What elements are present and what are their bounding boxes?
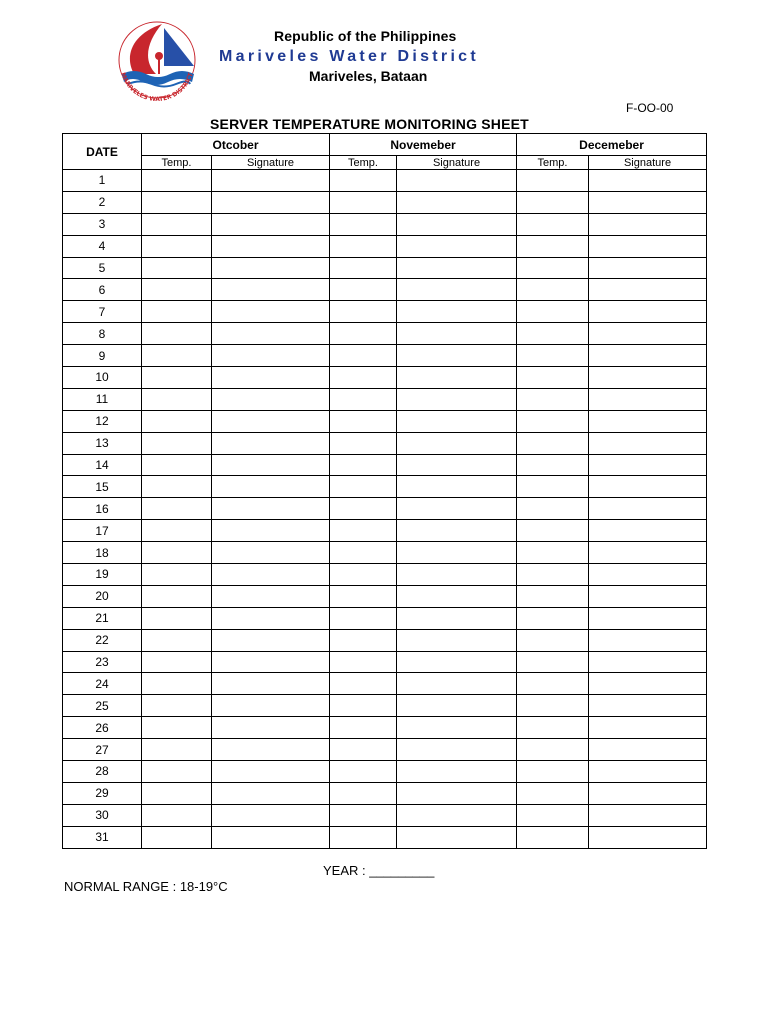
- temp-cell-november[interactable]: [330, 410, 397, 432]
- signature-cell-december[interactable]: [589, 520, 707, 542]
- table-row: [63, 388, 707, 410]
- temp-cell-october[interactable]: [142, 739, 212, 761]
- day-number: 25: [63, 695, 142, 717]
- temp-cell-november[interactable]: [330, 607, 397, 629]
- temp-cell-october[interactable]: [142, 257, 212, 279]
- temp-cell-november[interactable]: [330, 301, 397, 323]
- signature-cell-december[interactable]: [589, 279, 707, 301]
- signature-cell-november[interactable]: [397, 170, 517, 192]
- signature-cell-october[interactable]: [212, 432, 330, 454]
- signature-cell-october[interactable]: [212, 585, 330, 607]
- form-code: F-OO-00: [626, 101, 674, 115]
- table-row: [63, 782, 707, 804]
- temp-cell-october[interactable]: [142, 607, 212, 629]
- signature-cell-november[interactable]: [397, 761, 517, 783]
- temp-cell-november[interactable]: [330, 717, 397, 739]
- signature-cell-december[interactable]: [589, 476, 707, 498]
- signature-cell-november[interactable]: [397, 695, 517, 717]
- temp-cell-november[interactable]: [330, 191, 397, 213]
- signature-cell-november[interactable]: [397, 804, 517, 826]
- signature-cell-october[interactable]: [212, 607, 330, 629]
- day-number: 11: [63, 388, 142, 410]
- table-row: [63, 629, 707, 651]
- temp-cell-december[interactable]: [517, 367, 589, 389]
- signature-cell-december[interactable]: [589, 782, 707, 804]
- temp-cell-october[interactable]: [142, 585, 212, 607]
- signature-cell-november[interactable]: [397, 454, 517, 476]
- signature-cell-november[interactable]: [397, 432, 517, 454]
- day-number: 9: [63, 345, 142, 367]
- table-row: [63, 454, 707, 476]
- temp-cell-november[interactable]: [330, 804, 397, 826]
- temp-cell-november[interactable]: [330, 498, 397, 520]
- temp-cell-october[interactable]: [142, 345, 212, 367]
- temp-cell-december[interactable]: [517, 739, 589, 761]
- signature-cell-october[interactable]: [212, 323, 330, 345]
- table-row: [63, 826, 707, 848]
- day-number: 27: [63, 739, 142, 761]
- temp-cell-october[interactable]: [142, 520, 212, 542]
- table-row: [63, 585, 707, 607]
- signature-cell-november[interactable]: [397, 323, 517, 345]
- signature-cell-october[interactable]: [212, 170, 330, 192]
- signature-cell-october[interactable]: [212, 235, 330, 257]
- signature-cell-october[interactable]: [212, 191, 330, 213]
- table-row: [63, 213, 707, 235]
- day-number: 7: [63, 301, 142, 323]
- table-row: [63, 564, 707, 586]
- table-row: [63, 410, 707, 432]
- table-row: [63, 323, 707, 345]
- signature-cell-november[interactable]: [397, 476, 517, 498]
- day-number: 26: [63, 717, 142, 739]
- month-header-december: Decemeber: [517, 134, 707, 156]
- day-number: 30: [63, 804, 142, 826]
- signature-cell-november[interactable]: [397, 782, 517, 804]
- signature-cell-october[interactable]: [212, 279, 330, 301]
- signature-cell-october[interactable]: [212, 564, 330, 586]
- temp-cell-november[interactable]: [330, 213, 397, 235]
- signature-cell-november[interactable]: [397, 717, 517, 739]
- temp-cell-december[interactable]: [517, 191, 589, 213]
- signature-cell-december[interactable]: [589, 367, 707, 389]
- signature-cell-december[interactable]: [589, 542, 707, 564]
- signature-cell-december[interactable]: [589, 629, 707, 651]
- temp-cell-november[interactable]: [330, 279, 397, 301]
- temp-cell-october[interactable]: [142, 498, 212, 520]
- temp-cell-november[interactable]: [330, 673, 397, 695]
- signature-cell-november[interactable]: [397, 191, 517, 213]
- table-row: [63, 695, 707, 717]
- day-number: 14: [63, 454, 142, 476]
- organization-location: Mariveles, Bataan: [309, 68, 428, 84]
- temp-cell-october[interactable]: [142, 454, 212, 476]
- day-number: 17: [63, 520, 142, 542]
- day-number: 5: [63, 257, 142, 279]
- temp-cell-november[interactable]: [330, 235, 397, 257]
- mariveles-water-district-logo: [112, 16, 202, 102]
- signature-cell-november[interactable]: [397, 410, 517, 432]
- day-number: 8: [63, 323, 142, 345]
- table-row: [63, 279, 707, 301]
- signature-cell-december[interactable]: [589, 695, 707, 717]
- signature-cell-october[interactable]: [212, 739, 330, 761]
- signature-cell-november[interactable]: [397, 585, 517, 607]
- day-number: 21: [63, 607, 142, 629]
- temp-cell-december[interactable]: [517, 410, 589, 432]
- temp-cell-december[interactable]: [517, 542, 589, 564]
- signature-cell-december[interactable]: [589, 432, 707, 454]
- signature-cell-december[interactable]: [589, 170, 707, 192]
- temp-cell-november[interactable]: [330, 388, 397, 410]
- signature-cell-december[interactable]: [589, 717, 707, 739]
- country-name: Republic of the Philippines: [274, 28, 457, 44]
- temp-subheader: Temp.: [517, 156, 589, 170]
- signature-cell-november[interactable]: [397, 279, 517, 301]
- temp-cell-december[interactable]: [517, 235, 589, 257]
- signature-cell-december[interactable]: [589, 235, 707, 257]
- temp-cell-october[interactable]: [142, 673, 212, 695]
- normal-range-note: NORMAL RANGE : 18-19°C: [64, 879, 228, 894]
- day-number: 28: [63, 761, 142, 783]
- day-number: 3: [63, 213, 142, 235]
- temperature-log-table: [62, 133, 707, 849]
- table-row: [63, 542, 707, 564]
- signature-cell-november[interactable]: [397, 564, 517, 586]
- table-row: [63, 301, 707, 323]
- month-header-november: Novemeber: [330, 134, 517, 156]
- temp-subheader: Temp.: [142, 156, 212, 170]
- temp-cell-december[interactable]: [517, 782, 589, 804]
- temp-cell-december[interactable]: [517, 323, 589, 345]
- signature-cell-november[interactable]: [397, 826, 517, 848]
- year-field: YEAR : _________: [323, 863, 435, 878]
- table-row: [63, 651, 707, 673]
- day-number: 2: [63, 191, 142, 213]
- temp-cell-october[interactable]: [142, 717, 212, 739]
- day-number: 18: [63, 542, 142, 564]
- temp-cell-october[interactable]: [142, 235, 212, 257]
- signature-cell-october[interactable]: [212, 782, 330, 804]
- signature-cell-november[interactable]: [397, 607, 517, 629]
- signature-cell-october[interactable]: [212, 454, 330, 476]
- organization-name: Mariveles Water District: [219, 48, 480, 65]
- day-number: 29: [63, 782, 142, 804]
- temp-cell-december[interactable]: [517, 170, 589, 192]
- temp-cell-october[interactable]: [142, 542, 212, 564]
- date-column-header: DATE: [63, 134, 142, 170]
- temp-cell-october[interactable]: [142, 761, 212, 783]
- signature-cell-november[interactable]: [397, 301, 517, 323]
- signature-cell-october[interactable]: [212, 410, 330, 432]
- signature-cell-december[interactable]: [589, 257, 707, 279]
- temp-cell-november[interactable]: [330, 739, 397, 761]
- temp-cell-december[interactable]: [517, 498, 589, 520]
- signature-cell-december[interactable]: [589, 323, 707, 345]
- temp-cell-december[interactable]: [517, 826, 589, 848]
- signature-cell-october[interactable]: [212, 651, 330, 673]
- temp-cell-november[interactable]: [330, 454, 397, 476]
- table-row: [63, 717, 707, 739]
- temp-cell-november[interactable]: [330, 345, 397, 367]
- temp-cell-november[interactable]: [330, 695, 397, 717]
- temp-cell-december[interactable]: [517, 257, 589, 279]
- temp-cell-december[interactable]: [517, 213, 589, 235]
- temp-cell-october[interactable]: [142, 323, 212, 345]
- signature-cell-october[interactable]: [212, 542, 330, 564]
- temp-cell-october[interactable]: [142, 279, 212, 301]
- signature-cell-december[interactable]: [589, 301, 707, 323]
- temp-cell-december[interactable]: [517, 301, 589, 323]
- day-number: 19: [63, 564, 142, 586]
- day-number: 22: [63, 629, 142, 651]
- table-row: [63, 170, 707, 192]
- temp-cell-october[interactable]: [142, 564, 212, 586]
- table-row: [63, 607, 707, 629]
- temp-cell-december[interactable]: [517, 804, 589, 826]
- temp-cell-november[interactable]: [330, 826, 397, 848]
- day-number: 13: [63, 432, 142, 454]
- signature-cell-december[interactable]: [589, 651, 707, 673]
- signature-cell-october[interactable]: [212, 826, 330, 848]
- table-row: [63, 498, 707, 520]
- signature-cell-october[interactable]: [212, 213, 330, 235]
- signature-cell-october[interactable]: [212, 520, 330, 542]
- signature-cell-november[interactable]: [397, 651, 517, 673]
- day-number: 1: [63, 170, 142, 192]
- day-number: 23: [63, 651, 142, 673]
- temp-cell-december[interactable]: [517, 564, 589, 586]
- table-row: [63, 520, 707, 542]
- signature-cell-october[interactable]: [212, 301, 330, 323]
- signature-cell-december[interactable]: [589, 761, 707, 783]
- temp-cell-december[interactable]: [517, 279, 589, 301]
- signature-cell-october[interactable]: [212, 257, 330, 279]
- signature-cell-december[interactable]: [589, 191, 707, 213]
- temp-cell-november[interactable]: [330, 520, 397, 542]
- temp-cell-october[interactable]: [142, 695, 212, 717]
- month-header-october: Otcober: [142, 134, 330, 156]
- signature-cell-november[interactable]: [397, 673, 517, 695]
- signature-cell-december[interactable]: [589, 673, 707, 695]
- day-number: 12: [63, 410, 142, 432]
- temp-cell-november[interactable]: [330, 432, 397, 454]
- temp-cell-november[interactable]: [330, 170, 397, 192]
- temp-cell-november[interactable]: [330, 257, 397, 279]
- temp-cell-october[interactable]: [142, 213, 212, 235]
- signature-cell-december[interactable]: [589, 345, 707, 367]
- signature-cell-november[interactable]: [397, 213, 517, 235]
- signature-subheader: Signature: [397, 156, 517, 170]
- signature-cell-november[interactable]: [397, 388, 517, 410]
- day-rows: [63, 170, 707, 849]
- temp-cell-december[interactable]: [517, 651, 589, 673]
- day-number: 24: [63, 673, 142, 695]
- table-row: [63, 257, 707, 279]
- temp-cell-november[interactable]: [330, 564, 397, 586]
- signature-cell-december[interactable]: [589, 739, 707, 761]
- temp-cell-october[interactable]: [142, 410, 212, 432]
- signature-cell-november[interactable]: [397, 257, 517, 279]
- signature-cell-october[interactable]: [212, 367, 330, 389]
- signature-subheader: Signature: [589, 156, 707, 170]
- table-row: [63, 476, 707, 498]
- temp-cell-november[interactable]: [330, 323, 397, 345]
- signature-cell-october[interactable]: [212, 717, 330, 739]
- table-row: [63, 761, 707, 783]
- table-row: [63, 673, 707, 695]
- temp-cell-october[interactable]: [142, 826, 212, 848]
- signature-cell-november[interactable]: [397, 367, 517, 389]
- temp-cell-october[interactable]: [142, 782, 212, 804]
- signature-cell-december[interactable]: [589, 213, 707, 235]
- signature-cell-november[interactable]: [397, 739, 517, 761]
- temp-cell-december[interactable]: [517, 520, 589, 542]
- signature-cell-november[interactable]: [397, 498, 517, 520]
- table-row: [63, 191, 707, 213]
- temp-cell-october[interactable]: [142, 804, 212, 826]
- temp-cell-december[interactable]: [517, 388, 589, 410]
- temp-subheader: Temp.: [330, 156, 397, 170]
- temp-cell-december[interactable]: [517, 476, 589, 498]
- day-number: 31: [63, 826, 142, 848]
- temp-cell-november[interactable]: [330, 761, 397, 783]
- signature-cell-december[interactable]: [589, 826, 707, 848]
- day-number: 10: [63, 367, 142, 389]
- logo-arc-text: MARIVELES WATER DISTRICT: [119, 71, 195, 102]
- temp-cell-october[interactable]: [142, 651, 212, 673]
- temp-cell-december[interactable]: [517, 629, 589, 651]
- day-number: 4: [63, 235, 142, 257]
- temp-cell-october[interactable]: [142, 629, 212, 651]
- temp-cell-december[interactable]: [517, 607, 589, 629]
- temp-cell-october[interactable]: [142, 432, 212, 454]
- temp-cell-november[interactable]: [330, 367, 397, 389]
- signature-cell-november[interactable]: [397, 629, 517, 651]
- signature-subheader: Signature: [212, 156, 330, 170]
- signature-cell-november[interactable]: [397, 345, 517, 367]
- signature-cell-december[interactable]: [589, 804, 707, 826]
- signature-cell-december[interactable]: [589, 454, 707, 476]
- temp-cell-december[interactable]: [517, 695, 589, 717]
- signature-cell-december[interactable]: [589, 498, 707, 520]
- signature-cell-december[interactable]: [589, 585, 707, 607]
- signature-cell-november[interactable]: [397, 542, 517, 564]
- signature-cell-october[interactable]: [212, 345, 330, 367]
- signature-cell-october[interactable]: [212, 761, 330, 783]
- temp-cell-october[interactable]: [142, 170, 212, 192]
- signature-cell-december[interactable]: [589, 388, 707, 410]
- temp-cell-november[interactable]: [330, 782, 397, 804]
- signature-cell-december[interactable]: [589, 607, 707, 629]
- signature-cell-december[interactable]: [589, 564, 707, 586]
- temp-cell-november[interactable]: [330, 585, 397, 607]
- day-number: 20: [63, 585, 142, 607]
- temp-cell-october[interactable]: [142, 367, 212, 389]
- table-row: [63, 235, 707, 257]
- table-row: [63, 367, 707, 389]
- temp-cell-november[interactable]: [330, 542, 397, 564]
- signature-cell-october[interactable]: [212, 498, 330, 520]
- temp-cell-october[interactable]: [142, 476, 212, 498]
- day-number: 16: [63, 498, 142, 520]
- day-number: 6: [63, 279, 142, 301]
- signature-cell-october[interactable]: [212, 804, 330, 826]
- temp-cell-december[interactable]: [517, 432, 589, 454]
- signature-cell-october[interactable]: [212, 629, 330, 651]
- temp-cell-december[interactable]: [517, 345, 589, 367]
- signature-cell-october[interactable]: [212, 476, 330, 498]
- temp-cell-december[interactable]: [517, 673, 589, 695]
- signature-cell-october[interactable]: [212, 673, 330, 695]
- temp-cell-december[interactable]: [517, 585, 589, 607]
- sheet-title: SERVER TEMPERATURE MONITORING SHEET: [210, 116, 529, 132]
- signature-cell-november[interactable]: [397, 235, 517, 257]
- temp-cell-december[interactable]: [517, 717, 589, 739]
- table-row: [63, 804, 707, 826]
- signature-cell-december[interactable]: [589, 410, 707, 432]
- signature-cell-november[interactable]: [397, 520, 517, 542]
- table-row: [63, 345, 707, 367]
- temp-cell-october[interactable]: [142, 301, 212, 323]
- temp-cell-december[interactable]: [517, 761, 589, 783]
- signature-cell-october[interactable]: [212, 695, 330, 717]
- table-row: [63, 739, 707, 761]
- temp-cell-december[interactable]: [517, 454, 589, 476]
- day-number: 15: [63, 476, 142, 498]
- table-row: [63, 432, 707, 454]
- temp-cell-october[interactable]: [142, 191, 212, 213]
- temp-cell-october[interactable]: [142, 388, 212, 410]
- temp-cell-november[interactable]: [330, 476, 397, 498]
- temp-cell-november[interactable]: [330, 651, 397, 673]
- signature-cell-october[interactable]: [212, 388, 330, 410]
- temp-cell-november[interactable]: [330, 629, 397, 651]
